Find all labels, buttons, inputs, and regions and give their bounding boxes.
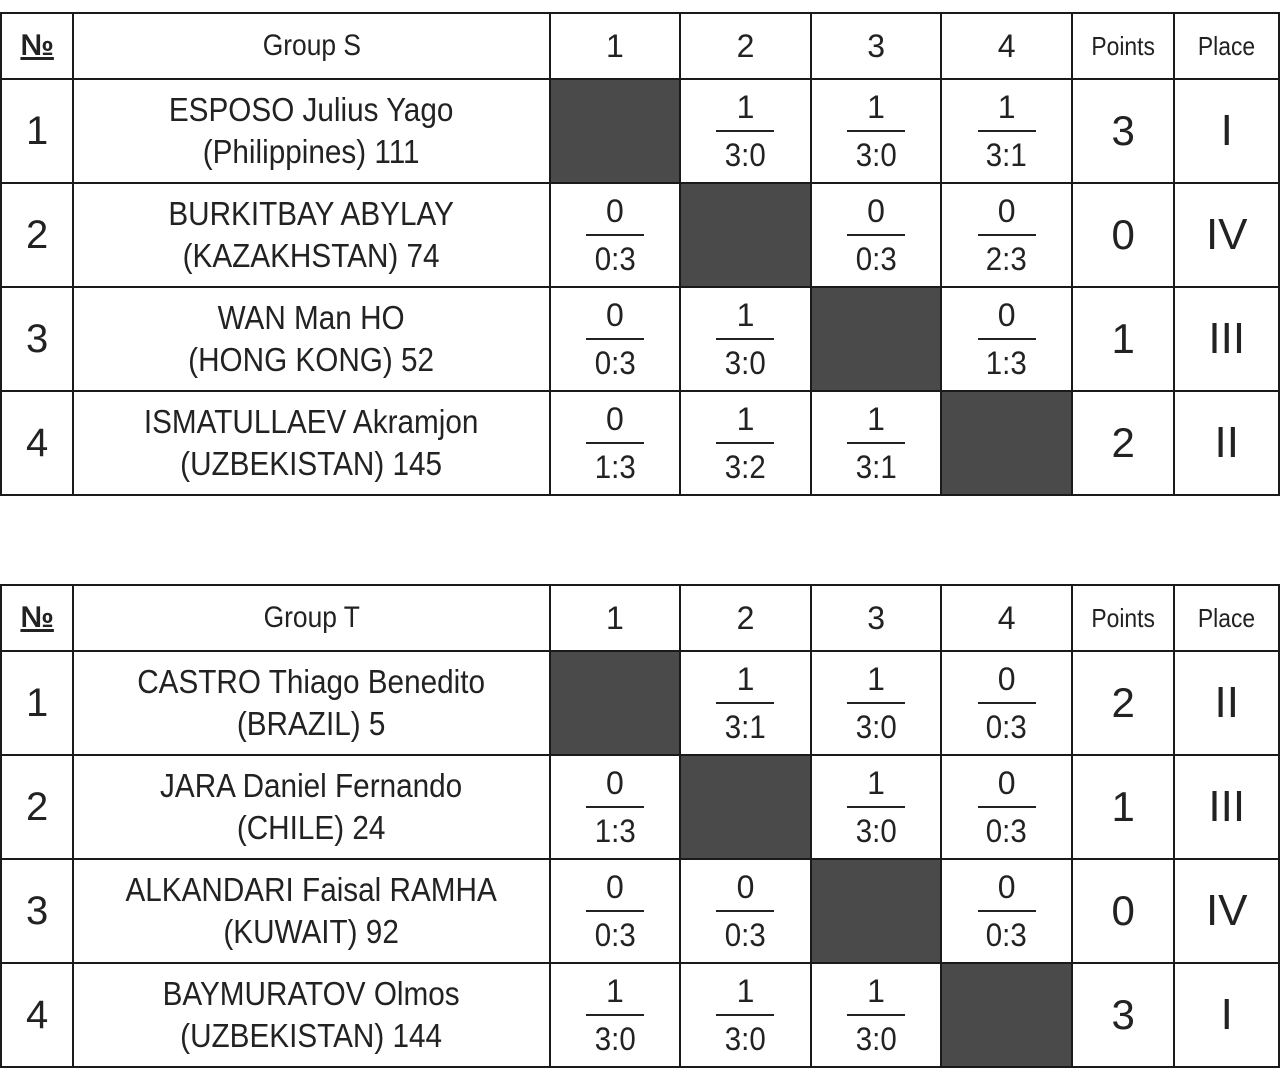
- result-cell: [680, 79, 811, 183]
- table-row: [1, 755, 1279, 859]
- match-score: 3:0: [855, 813, 897, 849]
- match-score: 0:3: [986, 917, 1028, 953]
- match-result: [847, 660, 905, 746]
- table-row: [1, 183, 1279, 287]
- place-cell: III: [1174, 755, 1279, 859]
- fraction-bar: [847, 702, 905, 704]
- match-point: 1: [997, 89, 1016, 125]
- player-country: (HONG KONG) 52: [188, 341, 435, 378]
- result-cell: [811, 651, 942, 755]
- place-cell: IV: [1174, 183, 1279, 287]
- result-cell: [941, 755, 1072, 859]
- player-country: (KAZAKHSTAN) 74: [182, 237, 440, 274]
- header-place: Place: [1174, 585, 1279, 651]
- fraction-bar: [586, 910, 644, 912]
- table-row: [1, 963, 1279, 1067]
- match-score: 3:0: [724, 1021, 766, 1057]
- result-cell: [680, 859, 811, 963]
- match-score: 0:3: [986, 813, 1028, 849]
- match-result: [978, 88, 1036, 174]
- match-result: [978, 868, 1036, 954]
- row-number: 1: [1, 79, 73, 183]
- player-name: CASTRO Thiago Benedito: [137, 663, 486, 700]
- player-cell: [73, 287, 549, 391]
- group-title: Group T: [73, 585, 549, 651]
- fraction-bar: [978, 338, 1036, 340]
- place-cell: II: [1174, 391, 1279, 495]
- match-score: 3:0: [855, 1021, 897, 1057]
- fraction-bar: [716, 910, 774, 912]
- fraction-bar: [586, 234, 644, 236]
- match-result: [847, 400, 905, 486]
- table-header-row: [1, 585, 1279, 651]
- match-point: 0: [997, 661, 1016, 697]
- player-name: JARA Daniel Fernando: [160, 767, 463, 804]
- result-cell: [550, 755, 681, 859]
- fraction-bar: [716, 130, 774, 132]
- result-cell: [550, 287, 681, 391]
- fraction-bar: [586, 338, 644, 340]
- player-name: WAN Man HO: [217, 299, 405, 336]
- fraction-bar: [586, 442, 644, 444]
- match-point: 1: [736, 661, 755, 697]
- match-point: 0: [736, 869, 755, 905]
- blocked-cell: [680, 755, 811, 859]
- player-cell: [73, 391, 549, 495]
- result-cell: [941, 183, 1072, 287]
- fraction-bar: [847, 806, 905, 808]
- header-points: Points: [1072, 13, 1174, 79]
- match-point: 1: [736, 297, 755, 333]
- match-result: [978, 660, 1036, 746]
- header-points: Points: [1072, 585, 1174, 651]
- row-number: 3: [1, 859, 73, 963]
- result-cell: [941, 287, 1072, 391]
- result-cell: [680, 391, 811, 495]
- result-cell: [811, 963, 942, 1067]
- match-score: 0:3: [594, 917, 636, 953]
- match-point: 1: [867, 89, 885, 125]
- blocked-cell: [680, 183, 811, 287]
- player-cell: [73, 755, 549, 859]
- fraction-bar: [847, 1014, 905, 1016]
- match-point: 1: [867, 401, 885, 437]
- player-cell: [73, 79, 549, 183]
- match-point: 0: [997, 297, 1016, 333]
- match-point: 0: [605, 869, 624, 905]
- player-name: ALKANDARI Faisal RAMHA: [125, 871, 498, 908]
- match-result: [978, 192, 1036, 278]
- player-country: (UZBEKISTAN) 144: [180, 1017, 443, 1054]
- match-score: 3:1: [724, 709, 766, 745]
- match-result: [586, 764, 644, 850]
- table-row: [1, 287, 1279, 391]
- match-score: 1:3: [594, 813, 636, 849]
- points-cell: 1: [1072, 287, 1174, 391]
- player-country: (BRAZIL) 5: [237, 705, 386, 742]
- group-t-table: [0, 584, 1280, 1068]
- group-s-table: [0, 12, 1280, 496]
- match-result: [716, 660, 774, 746]
- fraction-bar: [978, 910, 1036, 912]
- header-col-1: 1: [550, 585, 681, 651]
- player-name: BAYMURATOV Olmos: [162, 975, 460, 1012]
- player-country: (KUWAIT) 92: [223, 913, 400, 950]
- match-result: [586, 972, 644, 1058]
- match-result: [847, 972, 905, 1058]
- result-cell: [550, 183, 681, 287]
- match-score: 3:0: [724, 137, 766, 173]
- match-score: 3:0: [855, 709, 897, 745]
- fraction-bar: [978, 234, 1036, 236]
- player-name: ESPOSO Julius Yago: [169, 91, 454, 128]
- header-col-3: 3: [811, 585, 942, 651]
- match-score: 0:3: [594, 345, 636, 381]
- match-score: 3:1: [855, 449, 897, 485]
- match-score: 0:3: [986, 709, 1028, 745]
- match-score: 0:3: [724, 917, 766, 953]
- blocked-cell: [550, 79, 681, 183]
- table-separator: [0, 496, 1280, 584]
- fraction-bar: [978, 130, 1036, 132]
- player-cell: [73, 859, 549, 963]
- match-score: 0:3: [855, 241, 897, 277]
- match-result: [586, 192, 644, 278]
- fraction-bar: [716, 338, 774, 340]
- table-header-row: [1, 13, 1279, 79]
- header-col-3: 3: [811, 13, 942, 79]
- match-score: 3:1: [986, 137, 1028, 173]
- match-score: 3:0: [855, 137, 897, 173]
- fraction-bar: [978, 806, 1036, 808]
- player-cell: [73, 183, 549, 287]
- fraction-bar: [847, 234, 905, 236]
- header-place: Place: [1174, 13, 1279, 79]
- match-result: [716, 972, 774, 1058]
- header-col-4: 4: [941, 13, 1072, 79]
- row-number: 2: [1, 183, 73, 287]
- points-cell: 0: [1072, 859, 1174, 963]
- match-point: 1: [867, 765, 885, 801]
- place-cell: I: [1174, 963, 1279, 1067]
- place-cell: II: [1174, 651, 1279, 755]
- player-name: ISMATULLAEV Akramjon: [144, 403, 479, 440]
- fraction-bar: [978, 702, 1036, 704]
- blocked-cell: [941, 963, 1072, 1067]
- fraction-bar: [716, 702, 774, 704]
- match-score: 3:0: [594, 1021, 636, 1057]
- header-number: №: [1, 585, 73, 651]
- player-country: (CHILE) 24: [237, 809, 386, 846]
- match-score: 3:0: [724, 345, 766, 381]
- blocked-cell: [550, 651, 681, 755]
- match-score: 1:3: [986, 345, 1028, 381]
- blocked-cell: [811, 287, 942, 391]
- fraction-bar: [847, 442, 905, 444]
- fraction-bar: [716, 442, 774, 444]
- result-cell: [550, 859, 681, 963]
- match-point: 0: [605, 401, 624, 437]
- match-result: [586, 868, 644, 954]
- result-cell: [811, 391, 942, 495]
- points-cell: 3: [1072, 79, 1174, 183]
- result-cell: [550, 963, 681, 1067]
- match-point: 0: [605, 297, 624, 333]
- header-col-2: 2: [680, 585, 811, 651]
- match-result: [978, 764, 1036, 850]
- points-cell: 1: [1072, 755, 1174, 859]
- blocked-cell: [811, 859, 942, 963]
- match-point: 1: [736, 89, 755, 125]
- group-title: Group S: [73, 13, 549, 79]
- fraction-bar: [847, 130, 905, 132]
- header-col-1: 1: [550, 13, 681, 79]
- match-result: [716, 88, 774, 174]
- result-cell: [941, 651, 1072, 755]
- match-point: 0: [997, 869, 1016, 905]
- match-result: [716, 296, 774, 382]
- result-cell: [811, 79, 942, 183]
- match-point: 0: [605, 193, 624, 229]
- header-number: №: [1, 13, 73, 79]
- player-cell: [73, 651, 549, 755]
- fraction-bar: [586, 1014, 644, 1016]
- points-cell: 3: [1072, 963, 1174, 1067]
- row-number: 1: [1, 651, 73, 755]
- match-result: [586, 400, 644, 486]
- place-cell: IV: [1174, 859, 1279, 963]
- match-result: [847, 764, 905, 850]
- match-point: 1: [867, 661, 885, 697]
- place-cell: I: [1174, 79, 1279, 183]
- table-row: [1, 651, 1279, 755]
- result-cell: [680, 963, 811, 1067]
- match-result: [978, 296, 1036, 382]
- match-score: 1:3: [594, 449, 636, 485]
- match-point: 1: [736, 401, 755, 437]
- result-cell: [811, 183, 942, 287]
- match-result: [847, 88, 905, 174]
- row-number: 4: [1, 391, 73, 495]
- match-score: 0:3: [594, 241, 636, 277]
- match-point: 1: [736, 973, 755, 1009]
- table-row: [1, 79, 1279, 183]
- result-cell: [941, 79, 1072, 183]
- match-result: [847, 192, 905, 278]
- match-point: 1: [605, 973, 624, 1009]
- match-score: 3:2: [724, 449, 766, 485]
- match-point: 0: [997, 193, 1016, 229]
- table-row: [1, 391, 1279, 495]
- match-score: 2:3: [986, 241, 1028, 277]
- blocked-cell: [941, 391, 1072, 495]
- points-cell: 0: [1072, 183, 1174, 287]
- header-col-2: 2: [680, 13, 811, 79]
- result-cell: [680, 287, 811, 391]
- player-country: (UZBEKISTAN) 145: [180, 445, 443, 482]
- table-row: [1, 859, 1279, 963]
- row-number: 3: [1, 287, 73, 391]
- fraction-bar: [716, 1014, 774, 1016]
- match-point: 0: [997, 765, 1016, 801]
- result-cell: [550, 391, 681, 495]
- result-cell: [680, 651, 811, 755]
- match-point: 0: [605, 765, 624, 801]
- player-country: (Philippines) 111: [203, 133, 420, 170]
- match-result: [716, 868, 774, 954]
- result-cell: [941, 859, 1072, 963]
- result-cell: [811, 755, 942, 859]
- player-name: BURKITBAY ABYLAY: [168, 195, 455, 232]
- player-cell: [73, 963, 549, 1067]
- points-cell: 2: [1072, 391, 1174, 495]
- header-col-4: 4: [941, 585, 1072, 651]
- row-number: 4: [1, 963, 73, 1067]
- match-point: 1: [867, 973, 885, 1009]
- match-result: [586, 296, 644, 382]
- row-number: 2: [1, 755, 73, 859]
- match-point: 0: [867, 193, 885, 229]
- match-result: [716, 400, 774, 486]
- points-cell: 2: [1072, 651, 1174, 755]
- fraction-bar: [586, 806, 644, 808]
- place-cell: III: [1174, 287, 1279, 391]
